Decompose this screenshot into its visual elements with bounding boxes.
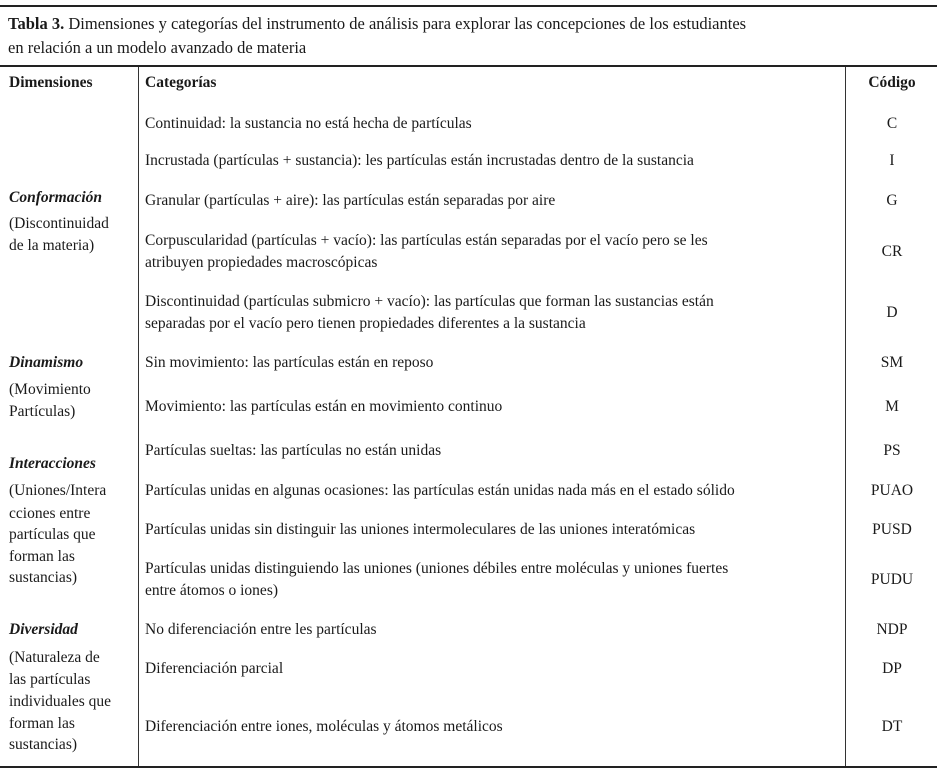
table-caption-line2: en relación a un modelo avanzado de materia [8, 38, 307, 57]
category-text-line: atribuyen propiedades macroscópicas [145, 254, 378, 271]
dimension-description-line: (Movimiento [9, 381, 91, 398]
category-code: M [885, 398, 899, 415]
dimension-description-line: (Discontinuidad [9, 215, 109, 232]
category-text-line: Continuidad: la sustancia no está hecha de partículas [145, 115, 472, 132]
category-text-line: Incrustada (partículas + sustancia): les partículas están incrustadas dentro de la sustancia [145, 152, 694, 169]
category-code: PS [883, 442, 901, 459]
category-text-line: Sin movimiento: las partículas están en reposo [145, 354, 434, 371]
category-code: CR [881, 243, 903, 260]
category-code: NDP [876, 621, 908, 638]
category-code: DT [881, 718, 903, 735]
category-code: C [886, 115, 898, 132]
dimension-description-line: sustancias) [9, 569, 78, 586]
category-text-line: Partículas unidas en algunas ocasiones: las partículas están unidas nada más en el estado sólido [145, 482, 735, 499]
dimension-description-line: forman las [9, 548, 75, 565]
bottom-rule [0, 766, 937, 768]
category-code: PUSD [872, 521, 912, 538]
header-categories: Categorías [145, 74, 217, 91]
dimension-description-line: forman las [9, 715, 75, 732]
top-rule [0, 5, 937, 7]
category-text-line: Partículas unidas distinguiendo las uniones (uniones débiles entre moléculas y uniones fuertes [145, 560, 729, 577]
category-text-line: No diferenciación entre les partículas [145, 621, 377, 638]
dimension-description-line: las partículas [9, 671, 91, 688]
category-code: I [889, 152, 895, 169]
dimension-title: Dinamismo [9, 354, 84, 371]
table-caption-line1 [8, 13, 746, 35]
header-code: Código [868, 74, 916, 91]
category-text-line: Partículas sueltas: las partículas no están unidas [145, 442, 442, 459]
header-rule [0, 65, 937, 67]
dimension-description-line: individuales que [9, 693, 112, 710]
column-divider-1 [138, 67, 139, 767]
category-text-line: Corpuscularidad (partículas + vacío): las partículas están separadas por el vacío pero se les [145, 232, 708, 249]
category-code: PUAO [870, 482, 914, 499]
category-text-line: Partículas unidas sin distinguir las uniones intermoleculares de las uniones interatómicas [145, 521, 696, 538]
dimension-description-line: (Uniones/Intera [9, 482, 107, 499]
dimension-title: Diversidad [9, 621, 78, 638]
category-text-line: Diferenciación entre iones, moléculas y átomos metálicos [145, 718, 503, 735]
category-text-line: separadas por el vacío pero tienen propiedades diferentes a la sustancia [145, 315, 586, 332]
dimension-description-line: cciones entre [9, 505, 91, 522]
category-text-line: entre átomos o iones) [145, 582, 279, 599]
dimension-description-line: sustancias) [9, 736, 78, 753]
category-code: PUDU [870, 571, 914, 588]
header-dimensions: Dimensiones [9, 74, 93, 91]
category-text-line: Movimiento: las partículas están en movimiento continuo [145, 398, 503, 415]
category-code: SM [880, 354, 904, 371]
dimension-description-line: (Naturaleza de [9, 649, 100, 666]
dimension-description-line: partículas que [9, 526, 96, 543]
caption-label: Tabla 3. [8, 14, 65, 33]
category-text-line: Discontinuidad (partículas submicro + vacío): las partículas que forman las sustancias están [145, 293, 714, 310]
category-text-line: Diferenciación parcial [145, 660, 284, 677]
dimension-title: Interacciones [9, 455, 96, 472]
dimension-title: Conformación [9, 189, 103, 206]
dimension-description-line: de la materia) [9, 237, 95, 254]
category-code: D [886, 304, 898, 321]
category-text-line: Granular (partículas + aire): las partículas están separadas por aire [145, 192, 556, 209]
category-code: G [886, 192, 898, 209]
caption-text: Dimensiones y categorías del instrumento de análisis para explorar las concepciones de los estudiantes [68, 14, 747, 33]
dimension-description-line: Partículas) [9, 403, 76, 420]
category-code: DP [882, 660, 902, 677]
